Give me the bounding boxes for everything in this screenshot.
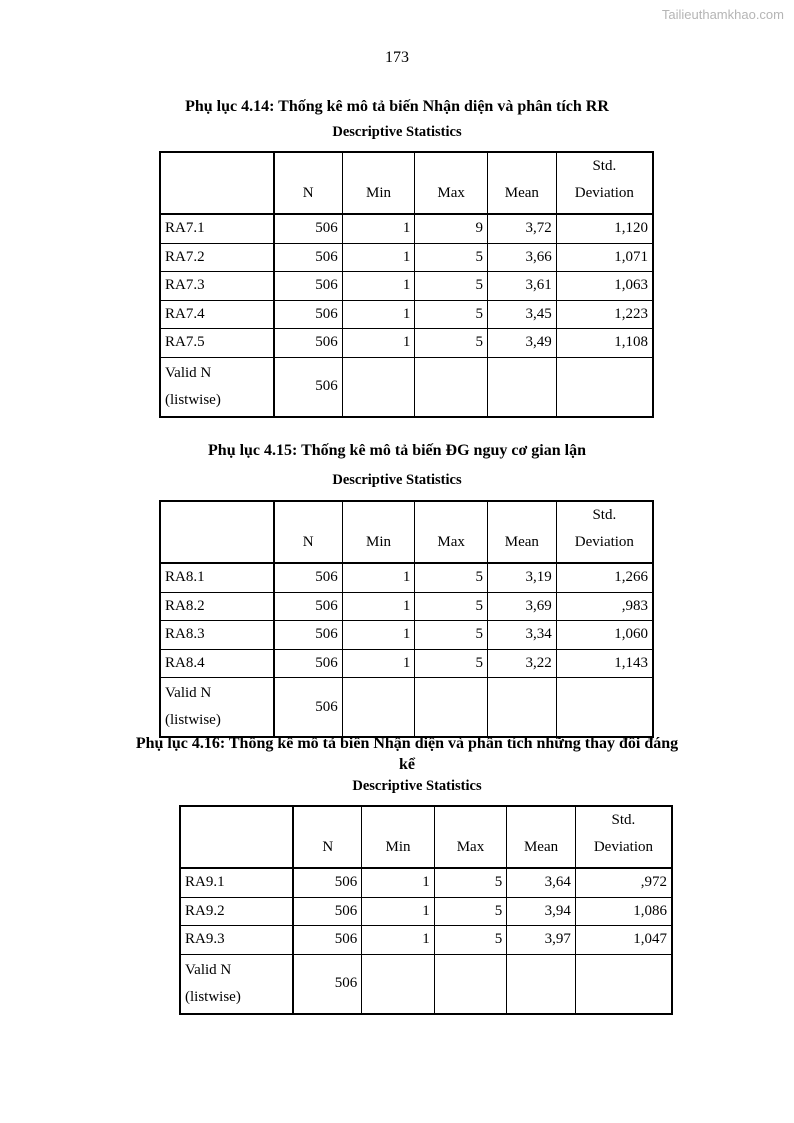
cell-value: 506 — [293, 954, 361, 1014]
table-row — [160, 272, 653, 301]
table-row — [160, 300, 653, 329]
cell-value: 5 — [415, 300, 488, 329]
cell-value: 1,143 — [556, 649, 653, 678]
table-row — [180, 868, 672, 897]
cell-value: 3,97 — [507, 926, 576, 955]
column-header: Mean — [507, 806, 576, 868]
cell-value: 1 — [342, 592, 415, 621]
empty-cell — [487, 357, 556, 417]
watermark: Tailieuthamkhao.com — [661, 7, 784, 22]
cell-value: 1 — [342, 243, 415, 272]
header-row — [180, 806, 672, 868]
header-row — [160, 152, 653, 214]
row-label: Valid N (listwise) — [180, 954, 293, 1014]
row-label: RA7.2 — [160, 243, 274, 272]
empty-cell — [556, 678, 653, 738]
appendix-title-4-14: Phụ lục 4.14: Thống kê mô tả biến Nhận diện và phân tích RR — [185, 98, 609, 115]
cell-value: 1 — [342, 563, 415, 592]
header-row — [160, 501, 653, 563]
table-row — [160, 649, 653, 678]
table-row — [180, 897, 672, 926]
row-label: RA7.1 — [160, 214, 274, 243]
row-label: RA8.2 — [160, 592, 274, 621]
column-header: Max — [434, 806, 506, 868]
cell-value: 3,22 — [487, 649, 556, 678]
cell-value: 3,49 — [487, 329, 556, 358]
empty-cell — [575, 954, 672, 1014]
column-header: Max — [415, 152, 488, 214]
cell-value: 1,071 — [556, 243, 653, 272]
column-header — [575, 806, 672, 868]
row-label: RA9.1 — [180, 868, 293, 897]
cell-value: 506 — [293, 868, 361, 897]
cell-value: 506 — [274, 678, 343, 738]
row-label: RA8.4 — [160, 649, 274, 678]
column-header: Max — [415, 501, 488, 563]
cell-value: 3,64 — [507, 868, 576, 897]
descriptive-statistics-table — [179, 805, 673, 1015]
cell-value: 1 — [362, 897, 434, 926]
cell-value: 1 — [342, 272, 415, 301]
empty-cell — [342, 678, 415, 738]
cell-value: 5 — [415, 649, 488, 678]
descriptive-statistics-table — [159, 151, 654, 418]
cell-value: 5 — [415, 621, 488, 650]
column-header: Min — [362, 806, 434, 868]
cell-value: 3,34 — [487, 621, 556, 650]
column-header: Min — [342, 501, 415, 563]
cell-value: 1 — [342, 214, 415, 243]
table-row — [160, 592, 653, 621]
column-header — [160, 501, 274, 563]
table-row — [160, 329, 653, 358]
column-header — [556, 152, 653, 214]
cell-value: 1,086 — [575, 897, 672, 926]
cell-value: 5 — [415, 592, 488, 621]
cell-value: 506 — [274, 243, 343, 272]
empty-cell — [556, 357, 653, 417]
cell-value: 5 — [415, 563, 488, 592]
cell-value: 1 — [342, 621, 415, 650]
table-row — [160, 243, 653, 272]
cell-value: 3,45 — [487, 300, 556, 329]
cell-value: 3,66 — [487, 243, 556, 272]
column-header: N — [274, 501, 343, 563]
valid-n-row — [180, 954, 672, 1014]
cell-value: ,983 — [556, 592, 653, 621]
column-header: Min — [342, 152, 415, 214]
cell-value: 506 — [274, 621, 343, 650]
page-number: 173 — [385, 49, 409, 66]
cell-value: 5 — [434, 868, 506, 897]
header-text: Std. Deviation — [574, 158, 634, 201]
appendix-title-4-16: Phụ lục 4.16: Thống kê mô tả biến Nhận diện và phân tích những thay đổi đáng kể — [135, 735, 679, 773]
cell-value: 1 — [362, 926, 434, 955]
cell-value: 1,047 — [575, 926, 672, 955]
cell-value: 3,19 — [487, 563, 556, 592]
cell-value: 1 — [342, 329, 415, 358]
cell-value: 506 — [274, 214, 343, 243]
cell-value: 506 — [274, 300, 343, 329]
appendix-title-4-15: Phụ lục 4.15: Thống kê mô tả biến ĐG nguy cơ gian lận — [208, 442, 586, 459]
cell-value: 1,266 — [556, 563, 653, 592]
row-label: RA7.5 — [160, 329, 274, 358]
empty-cell — [362, 954, 434, 1014]
valid-n-row — [160, 678, 653, 738]
column-header — [160, 152, 274, 214]
descriptive-statistics-table — [159, 500, 654, 738]
row-label: RA9.2 — [180, 897, 293, 926]
column-header: N — [274, 152, 343, 214]
cell-value: 3,69 — [487, 592, 556, 621]
cell-value: 5 — [434, 897, 506, 926]
cell-value: 5 — [415, 243, 488, 272]
cell-value: 5 — [415, 329, 488, 358]
header-text: Std. Deviation — [574, 507, 634, 550]
cell-value: 1,223 — [556, 300, 653, 329]
empty-cell — [415, 357, 488, 417]
cell-value: 506 — [274, 272, 343, 301]
table-caption: Descriptive Statistics — [352, 778, 482, 794]
table-row — [160, 214, 653, 243]
cell-value: 1,063 — [556, 272, 653, 301]
cell-value: 1 — [362, 868, 434, 897]
empty-cell — [342, 357, 415, 417]
empty-cell — [487, 678, 556, 738]
cell-value: 506 — [274, 357, 343, 417]
cell-value: 506 — [274, 563, 343, 592]
empty-cell — [415, 678, 488, 738]
row-label: RA7.3 — [160, 272, 274, 301]
cell-value: 1,108 — [556, 329, 653, 358]
row-label: Valid N (listwise) — [160, 357, 274, 417]
table-caption: Descriptive Statistics — [332, 472, 462, 488]
table-caption: Descriptive Statistics — [332, 124, 462, 140]
row-label: RA8.3 — [160, 621, 274, 650]
column-header: Mean — [487, 501, 556, 563]
table-row — [160, 621, 653, 650]
cell-value: 5 — [415, 272, 488, 301]
valid-n-row — [160, 357, 653, 417]
column-header — [180, 806, 293, 868]
header-text: Std. Deviation — [593, 812, 653, 855]
cell-value: 506 — [274, 329, 343, 358]
cell-value: 5 — [434, 926, 506, 955]
cell-value: 3,61 — [487, 272, 556, 301]
cell-value: 1,120 — [556, 214, 653, 243]
empty-cell — [507, 954, 576, 1014]
column-header: N — [293, 806, 361, 868]
cell-value: 506 — [274, 649, 343, 678]
cell-value: 506 — [293, 926, 361, 955]
table-row — [180, 926, 672, 955]
column-header — [556, 501, 653, 563]
row-label: RA9.3 — [180, 926, 293, 955]
cell-value: ,972 — [575, 868, 672, 897]
cell-value: 506 — [274, 592, 343, 621]
cell-value: 1 — [342, 649, 415, 678]
cell-value: 3,94 — [507, 897, 576, 926]
cell-value: 9 — [415, 214, 488, 243]
row-label: Valid N (listwise) — [160, 678, 274, 738]
row-label: RA7.4 — [160, 300, 274, 329]
cell-value: 506 — [293, 897, 361, 926]
column-header: Mean — [487, 152, 556, 214]
cell-value: 3,72 — [487, 214, 556, 243]
cell-value: 1 — [342, 300, 415, 329]
row-label: RA8.1 — [160, 563, 274, 592]
empty-cell — [434, 954, 506, 1014]
cell-value: 1,060 — [556, 621, 653, 650]
table-row — [160, 563, 653, 592]
